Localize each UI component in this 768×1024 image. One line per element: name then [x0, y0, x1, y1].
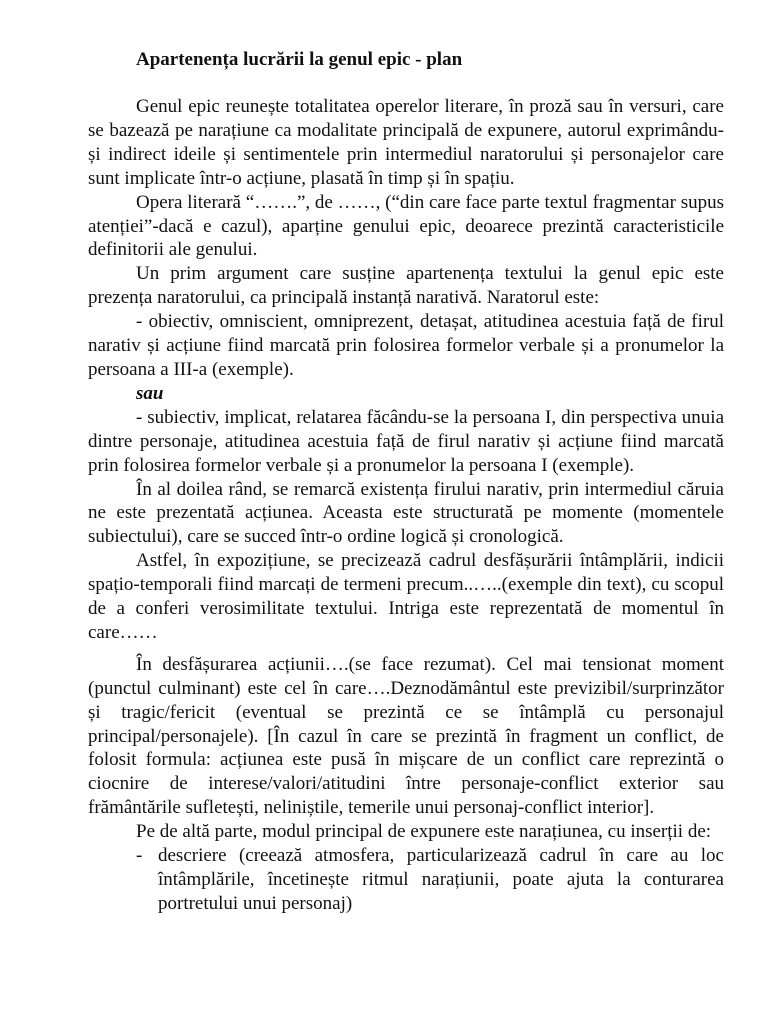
list-dash: - — [136, 845, 143, 867]
paragraph-genre-definition: Genul epic reunește totalitatea operelor literare, în proză sau în versuri, care se bazează pe narațiune ca modalitate principală de expunere, autorul exprimându-și indirect ideile și sentimentele prin intermediul naratorului și personajelor care sunt implicate într-o acțiune, plasată în timp și în spațiu. — [88, 96, 724, 189]
paragraph-objective-narrator: - obiectiv, omniscient, omniprezent, detașat, atitudinea acestuia față de firul narativ și acțiune fiind marcată prin folosirea formelor verbale și a pronumelor la persoana a III-a (exemple). — [88, 311, 724, 380]
connector-sau: sau — [136, 382, 164, 404]
paragraph-plot-development: În desfășurarea acțiunii….(se face rezumat). Cel mai tensionat moment (punctul culminant) este cel în care….Deznodământul este previzibil/surprinzător și tragic/fericit (eventual se prezintă ce se întâmplă cu personajul principal/personajele). [În cazul în care se prezintă în fragment un conflict, de folosit formula: acțiunea este pusă în mișcare de un conflict care reprezintă o ciocnire de interese/valori/atitudini între personaje-conflict exterior sau frământările sufletești, neliniștile, temerile unui personaj-conflict interior]. — [88, 653, 724, 819]
paragraph-narrator-argument: Un prim argument care susține apartenența textului la genul epic este prezența naratorului, ca principală instanță narativă. Naratorul este: — [88, 263, 724, 309]
paragraph-exposition-mode: Pe de altă parte, modul principal de expunere este narațiunea, cu inserții de: — [136, 821, 712, 843]
paragraph-narrative-thread: În al doilea rând, se remarcă existența firului narativ, prin intermediul căruia ne este prezentată acțiunea. Aceasta este structurată pe momente (momentele subiectului), care se succed într-o ordine logică și cronologică. — [88, 478, 724, 548]
document-body — [88, 95, 724, 916]
paragraph-work-belonging: Opera literară “…….”, de ……, (“din care face parte textul fragmentar supus atenției”-dacă e cazul), aparține genului epic, deoarece prezintă caracteristicile definitorii ale genului. — [88, 191, 724, 261]
list-item-description: descriere (creează atmosfera, particularizează cadrul în care au loc întâmplările, încetinește ritmul narațiunii, poate ajuta la conturarea portretului unui personaj) — [158, 845, 724, 914]
document-title: Apartenența lucrării la genul epic - plan — [136, 49, 463, 70]
paragraph-subjective-narrator: - subiectiv, implicat, relatarea făcându-se la persoana I, din perspectiva unuia dintre personaje, atitudinea acestuia față de firul narativ și acțiune fiind marcată prin folosirea formelor verbale și a pronumelor la persoana I (exemple). — [88, 406, 724, 476]
paragraph-exposition: Astfel, în expozițiune, se precizează cadrul desfășurării întâmplării, indicii spațio-temporali fiind marcați de termeni precum..…..(exemple din text), cu scopul de a conferi verosimilitate textului. Intriga este reprezentată de momentul în care…… — [88, 550, 724, 643]
list-item — [88, 844, 724, 916]
